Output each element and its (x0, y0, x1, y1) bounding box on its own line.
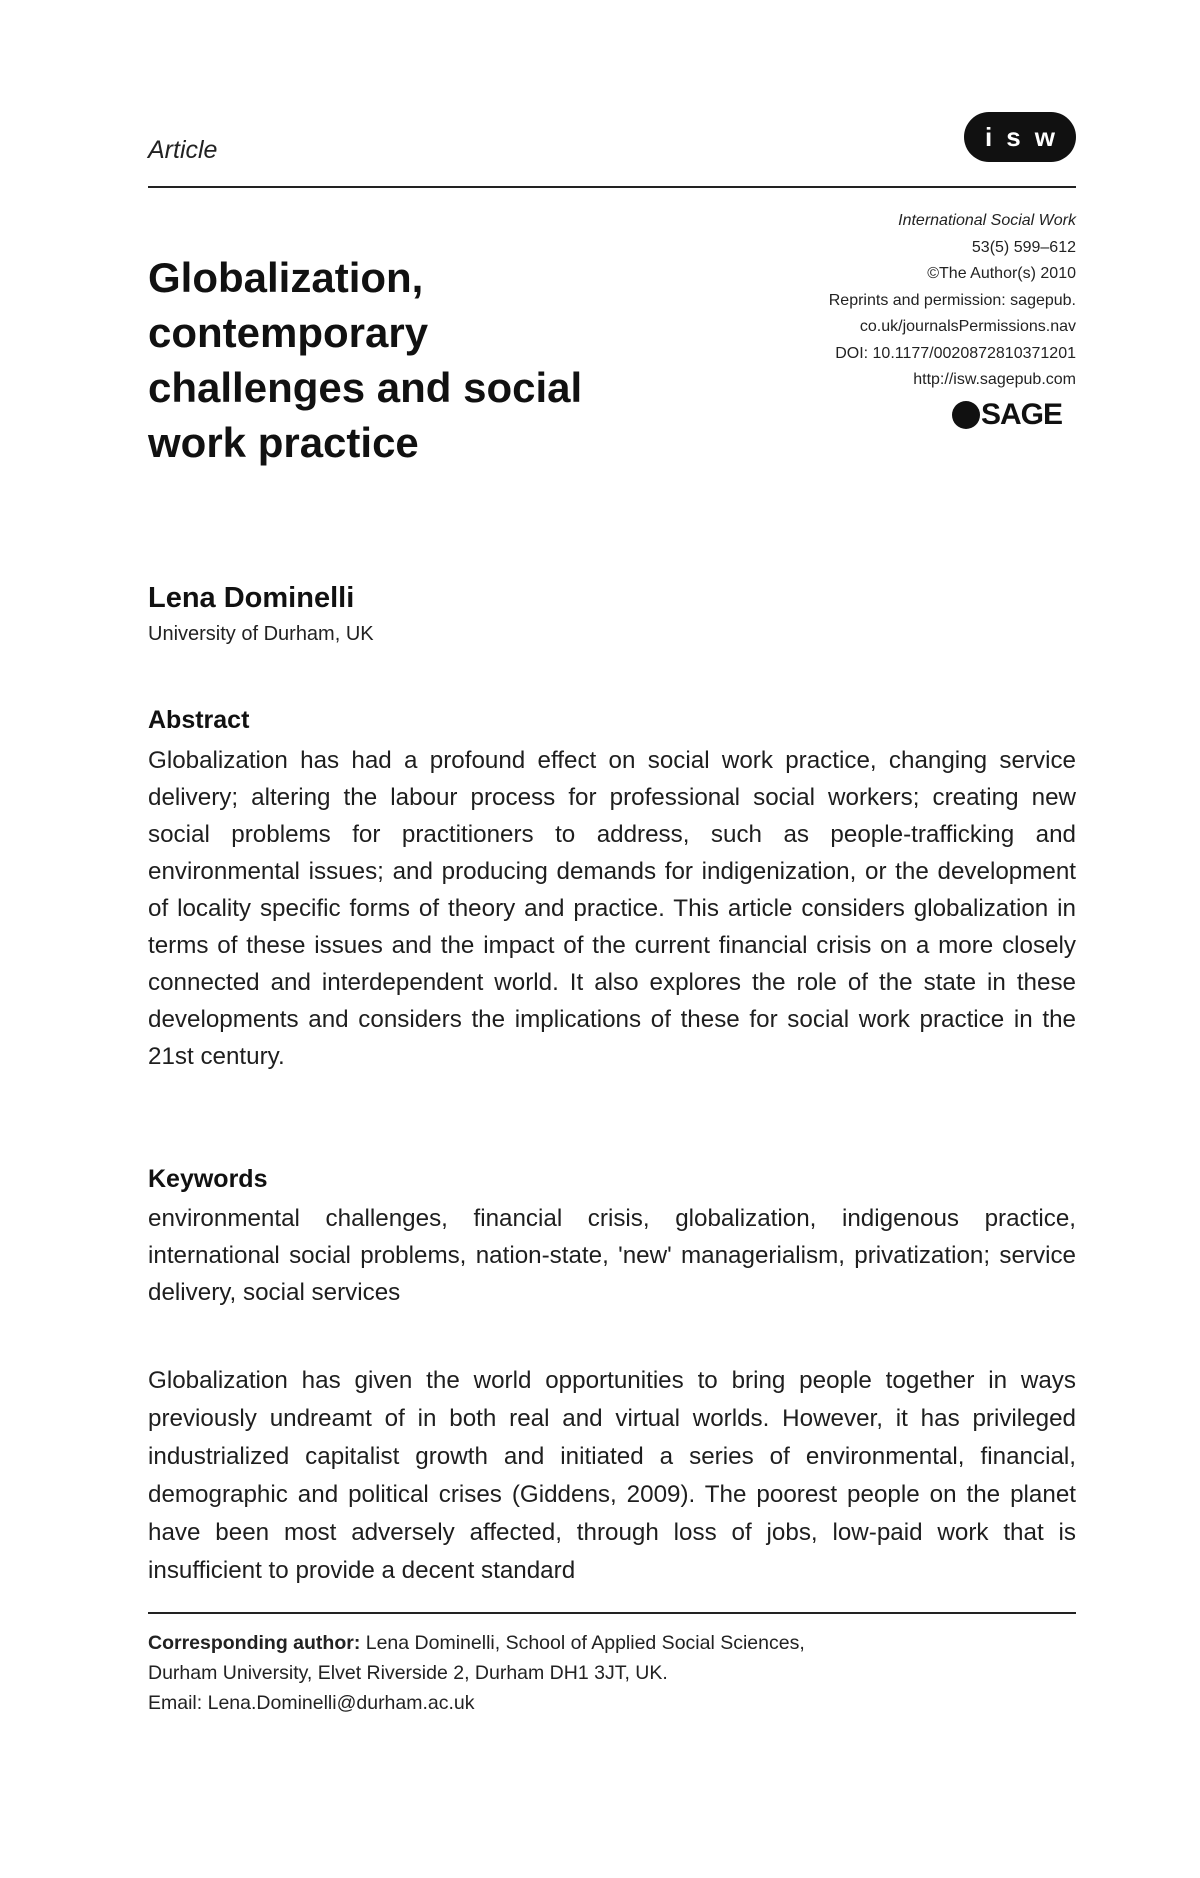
journal-url[interactable]: http://isw.sagepub.com (913, 371, 1076, 388)
sage-logo-text: SAGE (981, 398, 1063, 431)
footnote-divider (148, 1612, 1076, 1614)
footnote-line-2: Durham University, Elvet Riverside 2, Durham DH1 3JT, UK. (148, 1662, 668, 1684)
volume-pages: 53(5) 599–612 (971, 238, 1076, 256)
title-line: challenges and social (148, 364, 583, 411)
doi[interactable]: DOI: 10.1177/0020872810371201 (835, 344, 1076, 362)
footnote-email[interactable]: Email: Lena.Dominelli@durham.ac.uk (148, 1692, 475, 1714)
reprints-line-1: Reprints and permission: sagepub. (828, 291, 1076, 309)
footnote-line-1 (148, 1628, 1076, 1658)
article-type-label: Article (148, 136, 218, 164)
sage-logo-mark-icon (952, 401, 980, 429)
footnote-text-1: Lena Dominelli, School of Applied Social Sciences, (360, 1632, 805, 1654)
body-paragraph: Globalization has given the world opportunities to bring people together in ways previously undreamt of in both real and virtual worlds. However, it has privileged industrialized capitalist growth and initiated a series of environmental, financial, demographic and political crises (Giddens, 2009). The poorest people on the planet have been most adversely affected, through loss of jobs, low-paid work that is insufficient to provide a decent standard (148, 1367, 1076, 1584)
logo-letter-i: i (985, 121, 993, 152)
reprints-line-2[interactable]: co.uk/journalsPermissions.nav (859, 318, 1076, 335)
logo-letter-w: w (1034, 121, 1055, 152)
copyright-notice: ©The Author(s) 2010 (927, 265, 1076, 282)
header-divider (148, 186, 1076, 188)
logo-letter-s: s (1006, 121, 1021, 152)
publication-metadata (829, 208, 1076, 394)
title-line: work practice (148, 419, 419, 466)
author-name: Lena Dominelli (148, 582, 355, 614)
keywords-text: environmental challenges, financial crisis, globalization, indigenous practice, international social problems, nation-state, 'new' managerialism, privatization; service delivery, social services (148, 1205, 1076, 1306)
corresponding-author-footnote (148, 1628, 1076, 1718)
isw-journal-logo-icon (964, 112, 1076, 162)
article-title (148, 250, 668, 470)
footnote-label: Corresponding author: (148, 1632, 361, 1654)
keywords-heading: Keywords (148, 1165, 268, 1193)
sage-publisher-logo-icon (952, 398, 1062, 432)
title-line: contemporary (148, 309, 429, 356)
author-affiliation: University of Durham, UK (148, 623, 374, 645)
journal-name: International Social Work (898, 212, 1076, 229)
abstract-heading: Abstract (148, 706, 250, 734)
abstract-text: Globalization has had a profound effect on social work practice, changing service delivery; altering the labour process for professional social workers; creating new social problems for practitioners to address, such as people-trafficking and environmental issues; and producing demands for indigenization, or the development of locality specific forms of theory and practice. This article considers globalization in terms of these issues and the impact of the current financial crisis on a more closely connected and interdependent world. It also explores the role of the state in these developments and considers the implications of these for social work practice in the 21st century. (148, 747, 1076, 1070)
title-line: Globalization, (148, 254, 424, 301)
